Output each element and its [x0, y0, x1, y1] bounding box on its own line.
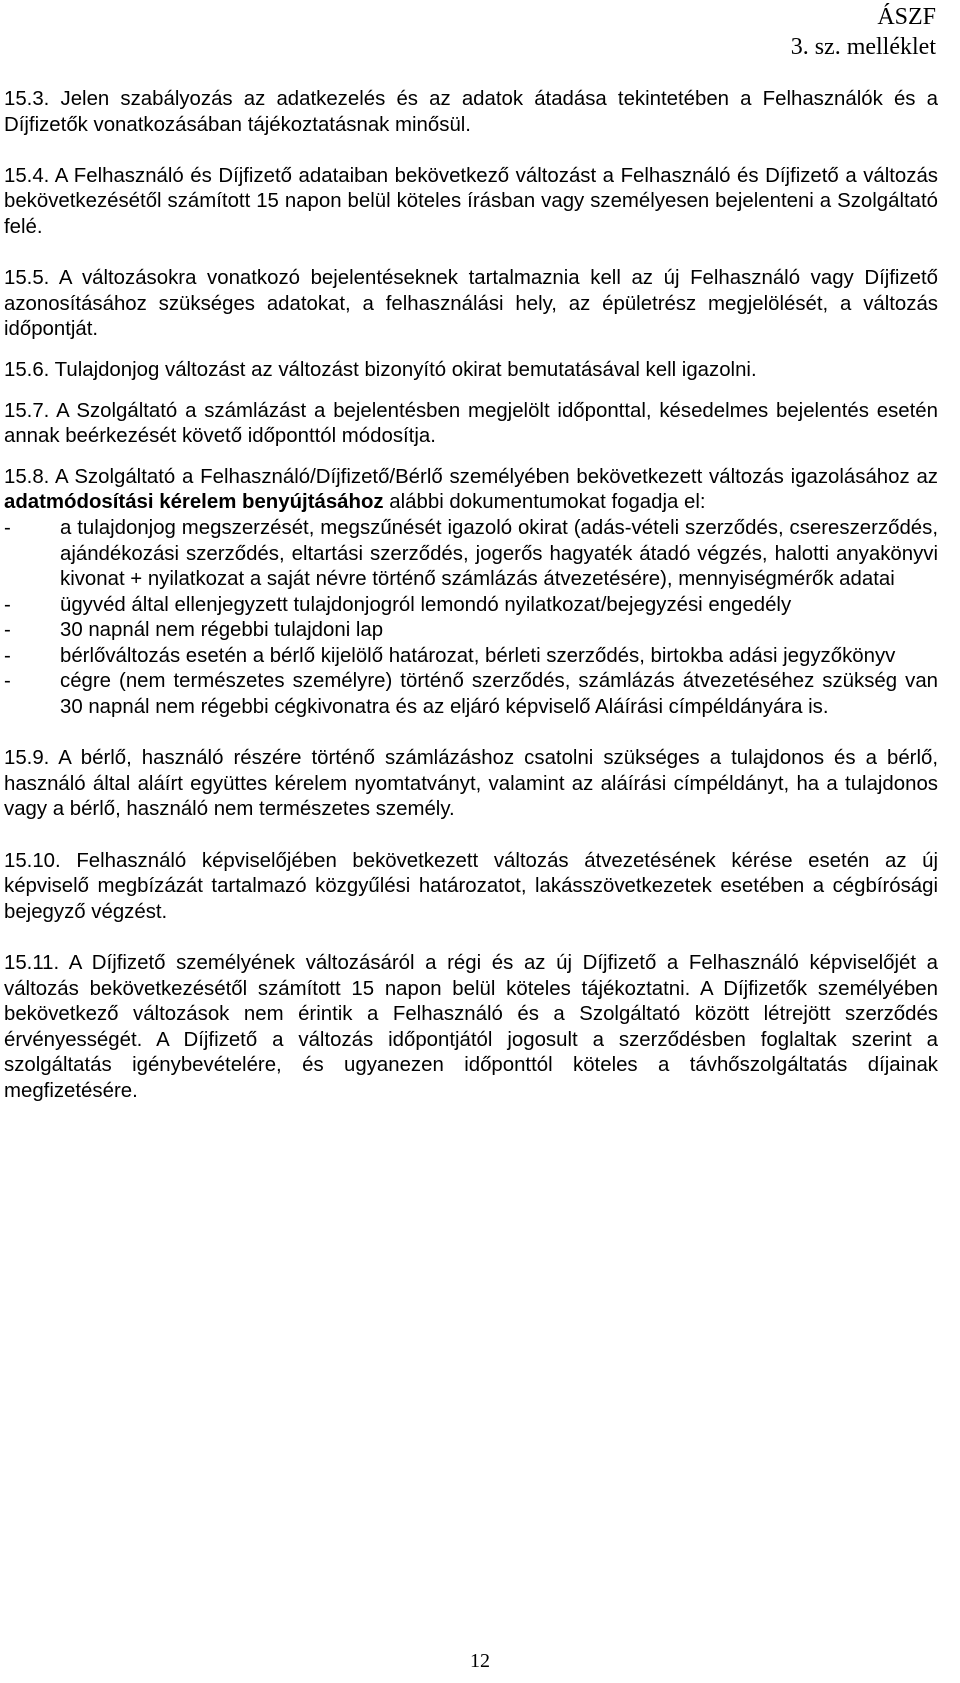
paragraph-number: 15.6.	[4, 358, 50, 381]
list-bullet: -	[4, 593, 11, 616]
paragraph-text: A Szolgáltató a számlázást a bejelentésben megjelölt időponttal, késedelmes bejelentés esetén annak beérkezését követő időponttól módosítja.	[4, 399, 938, 448]
paragraph-number: 15.5.	[4, 267, 50, 290]
paragraph-text: Jelen szabályozás az adatkezelés és az adatok átadása tekintetében a Felhasználók és a Díjfizetők vonatkozásában tájékoztatásnak minősül.	[4, 88, 938, 136]
paragraph-number: 15.7.	[4, 399, 50, 422]
paragraph-15-5	[4, 266, 938, 343]
paragraph-number: 15.4.	[4, 164, 50, 187]
list-item-text: cégre (nem természetes személyre) történő szerződés, számlázás átvezetéséhez szükség van 30 napnál nem régebbi cégkivonatra és az eljáró képviselő Aláírási címpéldányára is.	[60, 670, 938, 719]
page-number: 12	[470, 1650, 490, 1672]
list-item	[4, 593, 938, 619]
paragraph-text-end: alábbi dokumentumokat fogadja el:	[389, 491, 706, 514]
annex-label: 3. sz. melléklet	[790, 34, 936, 60]
list-item	[4, 618, 938, 644]
paragraph-number: 15.8.	[4, 465, 50, 488]
document-code: ÁSZF	[877, 4, 936, 30]
list-bullet: -	[4, 516, 11, 539]
paragraph-15-10	[4, 849, 938, 926]
paragraph-15-8	[4, 465, 938, 516]
paragraph-15-6	[4, 358, 938, 384]
paragraph-number: 15.11.	[4, 952, 60, 974]
document-body	[4, 87, 938, 1105]
list-item-text: 30 napnál nem régebbi tulajdoni lap	[60, 619, 384, 642]
list-bullet: -	[4, 619, 11, 642]
list-item	[4, 669, 938, 720]
list-bullet: -	[4, 670, 11, 693]
document-list	[4, 516, 938, 721]
document-header	[791, 2, 936, 62]
paragraph-text: Tulajdonjog változást az változást bizonyító okirat bemutatásával kell igazolni.	[54, 358, 757, 381]
list-item	[4, 644, 938, 670]
paragraph-emphasis: adatmódosítási kérelem benyújtásához	[4, 491, 384, 514]
paragraph-15-4	[4, 164, 938, 241]
paragraph-text: A Díjfizető személyének változásáról a régi és az új Díjfizető a Felhasználó képviselőjét a változás bekövetkezésétől számított 15 napon belül köteles tájékoztatni. A Díjfizetők személyében bekövetkező változások nem érintik a Felhasználó és a Szolgáltató között létrejött szerződés érvényességét. A Díjfizető a változás időpontjától jogosult a szerződésben foglaltak szerint a szolgáltatás igénybevételére, és ugyanezen időponttól köteles a távhőszolgáltatás díjainak megfizetésére.	[4, 952, 938, 1102]
paragraph-text: A bérlő, használó részére történő számlázáshoz csatolni szükséges a tulajdonos és a bérlő, használó által aláírt együttes kérelem nyomtatványt, valamint az aláírási címpéldányt, ha a tulajdonos vagy a bérlő, használó nem természetes személy.	[4, 747, 938, 821]
paragraph-number: 15.9.	[4, 747, 50, 770]
paragraph-15-11	[4, 951, 938, 1105]
list-bullet: -	[4, 644, 11, 667]
paragraph-text: Felhasználó képviselőjében bekövetkezett változás átvezetésének kérése esetén az új képviselő megbízázát tartalmazó közgyűlési határozatot, lakásszövetkezetek esetében a cégbírósági bejegyző végzést.	[4, 849, 938, 923]
list-item-text: bérlőváltozás esetén a bérlő kijelölő határozat, bérleti szerződés, birtokba adási jegyzőkönyv	[60, 644, 896, 667]
list-item	[4, 516, 938, 593]
paragraph-text: A Szolgáltató a Felhasználó/Díjfizető/Bérlő személyében bekövetkezett változás igazolásához az	[55, 465, 939, 488]
paragraph-15-7	[4, 399, 938, 450]
paragraph-text: A változásokra vonatkozó bejelentéseknek tartalmaznia kell az új Felhasználó vagy Díjfizető azonosításához szükséges adatokat, a felhasználási hely, az épületrész megjelölését, a változás időpontját.	[4, 267, 938, 341]
list-item-text: a tulajdonjog megszerzését, megszűnését igazoló okirat (adás-vételi szerződés, csereszerződés, ajándékozási szerződés, eltartási szerződés, jogerős hagyaték átadó végzés, halotti anyakönyvi kivonat + nyilatkozat a saját névre történő számlázás átvezetésére), mennyiségmérők adatai	[60, 516, 938, 591]
paragraph-15-9	[4, 746, 938, 823]
list-item-text: ügyvéd által ellenjegyzett tulajdonjogról lemondó nyilatkozat/bejegyzési engedély	[60, 593, 792, 616]
paragraph-number: 15.3.	[4, 88, 50, 110]
paragraph-15-3	[4, 87, 938, 138]
paragraph-text: A Felhasználó és Díjfizető adataiban bekövetkező változást a Felhasználó és Díjfizető a változás bekövetkezésétől számított 15 napon belül köteles írásban vagy személyesen bejelenteni a Szolgáltató felé.	[4, 164, 938, 238]
paragraph-number: 15.10.	[4, 849, 61, 872]
